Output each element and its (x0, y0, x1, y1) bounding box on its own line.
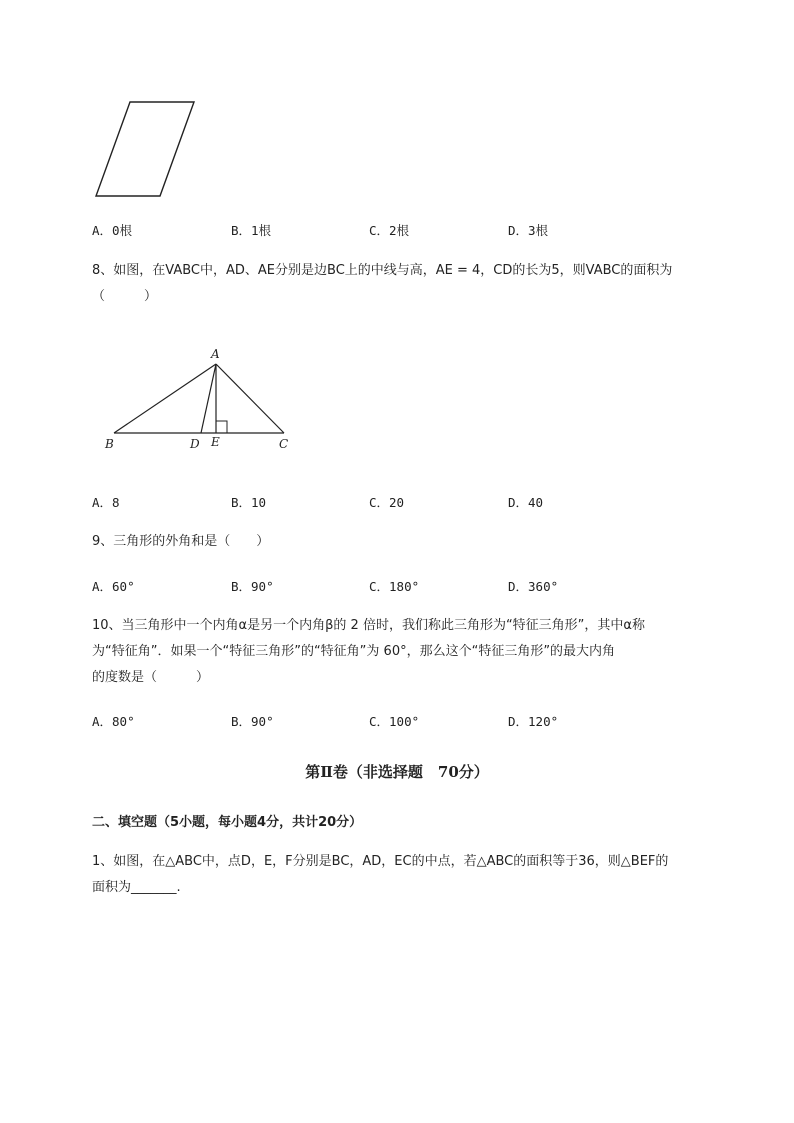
q8-option-b[interactable]: B．10 (231, 495, 267, 510)
label-b: B (105, 437, 114, 451)
q10-option-b[interactable]: B．90° (231, 714, 274, 729)
q9-option-b[interactable]: B．90° (231, 579, 274, 594)
q10-option-c[interactable]: C．100° (369, 714, 420, 729)
q10-option-d[interactable]: D．120° (508, 714, 559, 729)
q7-option-a[interactable]: A．0根 (92, 223, 133, 238)
triangle-figure (100, 342, 300, 454)
q10-text-line1: 10、当三角形中一个内角α是另一个内角β的 2 倍时，我们称此三角形为“特征三角形”，其中α称 (92, 618, 645, 633)
q8-text-line2: （ ） (92, 289, 158, 304)
fill1-text-line2: 面积为_______. (92, 880, 181, 895)
q8-option-d[interactable]: D．40 (508, 495, 544, 510)
q9-text: 9、三角形的外角和是（ ） (92, 534, 270, 549)
q9-option-c[interactable]: C．180° (369, 579, 420, 594)
part2-title: 第Ⅱ卷（非选择题 70分） (305, 763, 489, 781)
q8-text-line1: 8、如图，在VABC中，AD、AE分别是边BC上的中线与高，AE = 4，CD的长为5，则VABC的面积为 (92, 263, 673, 278)
parallelogram-shape (96, 102, 194, 196)
q8-option-a[interactable]: A．8 (92, 495, 120, 510)
q7-option-c[interactable]: C．2根 (369, 223, 410, 238)
q10-text-line2: 为“特征角”．如果一个“特征三角形”的“特征角”为 60°，那么这个“特征三角形”的最大内角 (92, 644, 616, 659)
median-ad (201, 364, 216, 433)
label-a: A (211, 347, 220, 361)
label-e: E (211, 435, 220, 449)
label-c: C (279, 437, 289, 451)
q9-option-d[interactable]: D．360° (508, 579, 559, 594)
q9-option-a[interactable]: A．60° (92, 579, 135, 594)
q10-option-a[interactable]: A．80° (92, 714, 135, 729)
q7-option-b[interactable]: B．1根 (231, 223, 272, 238)
fill1-text-line1: 1、如图，在△ABC中，点D，E，F分别是BC，AD，EC的中点，若△ABC的面积等于36，则△BEF的 (92, 854, 669, 869)
right-angle-mark (216, 421, 227, 433)
parallelogram-figure (90, 98, 200, 200)
q8-option-c[interactable]: C．20 (369, 495, 405, 510)
q10-text-line3: 的度数是（ ） (92, 670, 210, 685)
side-ab (114, 364, 216, 433)
label-d: D (190, 437, 200, 451)
q7-option-d[interactable]: D．3根 (508, 223, 549, 238)
side-ac (216, 364, 284, 433)
fill-section-heading: 二、填空题（5小题，每小题4分，共计20分） (92, 815, 363, 830)
